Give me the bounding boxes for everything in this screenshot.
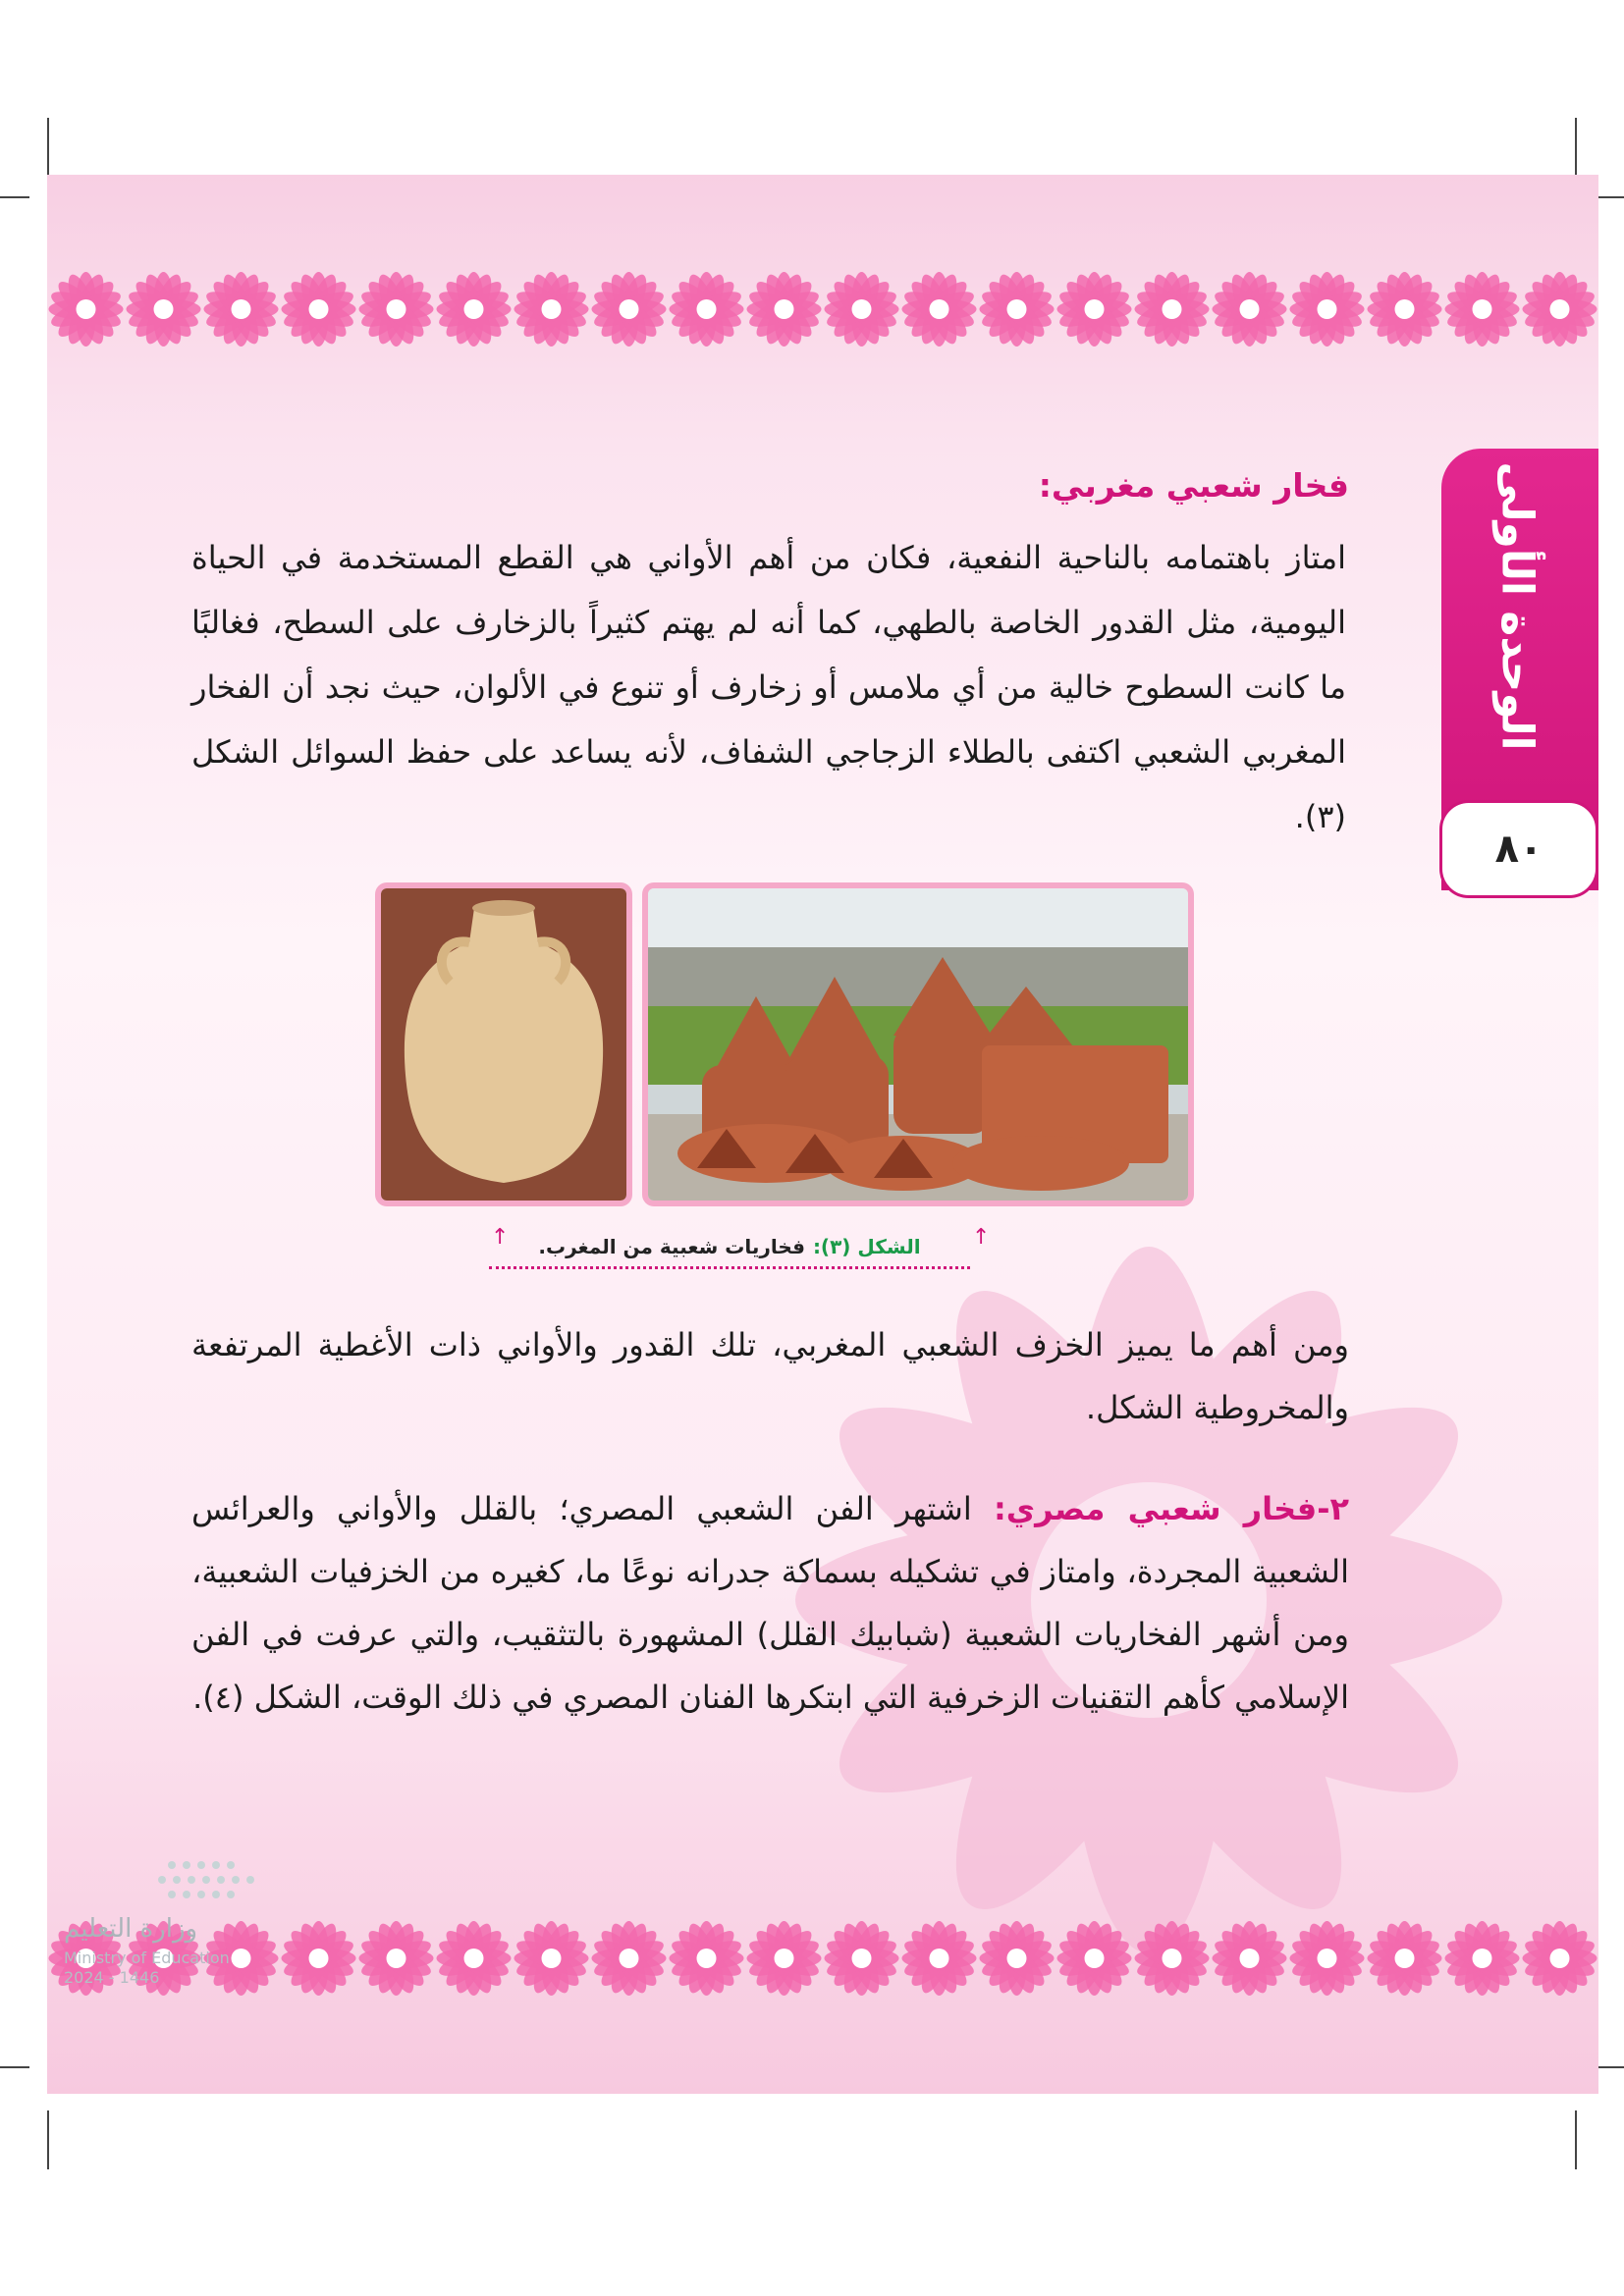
- flower-icon: [435, 271, 513, 348]
- flower-icon: [202, 271, 280, 348]
- flower-icon: [435, 1920, 513, 1998]
- flower-icon: [1056, 271, 1133, 348]
- flower-border-top: [47, 250, 1598, 368]
- unit-title: الوحدة الأولى: [1491, 460, 1543, 751]
- flower-icon: [357, 271, 435, 348]
- flower-icon: [513, 271, 590, 348]
- flower-icon: [745, 1920, 823, 1998]
- flower-icon: [1288, 271, 1366, 348]
- flower-icon: [125, 271, 202, 348]
- flower-icon: [1288, 1920, 1366, 1998]
- arrow-up-icon: ↑: [972, 1225, 991, 1250]
- flower-icon: [280, 271, 357, 348]
- flower-icon: [1443, 271, 1521, 348]
- flower-icon: [1521, 1920, 1598, 1998]
- flower-icon: [823, 271, 900, 348]
- flower-icon: [1056, 1920, 1133, 1998]
- figure-caption: [489, 1227, 970, 1269]
- flower-icon: [978, 1920, 1056, 1998]
- paragraph-1: امتاز باهتمامه بالناحية النفعية، فكان من أهم الأواني هي القطع المستخدمة في الحياة اليومية، مثل القدور الخاصة بالطهي، كما أنه لم يهتم كثيراً بالزخارف على السطح، فغالبًا ما كانت السطوح خالية من أي ملامس أو زخارف أو تنوع في الألوان، حيث نجد أن الفخار المغربي الشعبي اكتفى بالطلاء الزجاجي الشفاف، لأنه يساعد على حفظ السوائل الشكل (٣).: [191, 539, 1346, 835]
- flower-icon: [745, 271, 823, 348]
- flower-icon: [1366, 1920, 1443, 1998]
- flower-icon: [590, 271, 668, 348]
- photo-clay-jar: [381, 888, 626, 1201]
- watermark-year: 2024 - 1446: [64, 1968, 160, 1987]
- ministry-name-en: Ministry of Education: [64, 1949, 230, 1967]
- crop-mark: [0, 196, 29, 198]
- flower-icon: [590, 1920, 668, 1998]
- crop-mark: [1575, 118, 1577, 177]
- paragraph-2: ومن أهم ما يميز الخزف الشعبي المغربي، تلك القدور والأواني ذات الأغطية المرتفعة والمخروطية الشكل.: [191, 1326, 1349, 1426]
- flower-icon: [1211, 271, 1288, 348]
- flower-icon: [513, 1920, 590, 1998]
- flower-icon: [823, 1920, 900, 1998]
- page-number: ٨٠: [1494, 827, 1543, 872]
- flower-icon: [1211, 1920, 1288, 1998]
- flower-icon: [47, 271, 125, 348]
- arrow-up-icon: ↑: [491, 1225, 510, 1250]
- flower-icon: [1133, 1920, 1211, 1998]
- ministry-logo: [64, 1845, 319, 2042]
- flower-icon: [1133, 271, 1211, 348]
- photo-pottery-market: [648, 888, 1188, 1201]
- item-2-text: اشتهر الفن الشعبي المصري؛ بالقلل والأواني والعرائس الشعبية المجردة، وامتاز في تشكيله بسماكة جدرانه نوعًا ما، كغيره من الخزفيات الشعبية، ومن أشهر الفخاريات الشعبية (شبابيك القلل) المشهورة بالتثقيب، والتي عرفت في الفن الإسلامي كأهم التقنيات الزخرفية التي ابتكرها الفنان المصري في ذلك الوقت، الشكل (٤).: [191, 1490, 1349, 1716]
- caption-text: فخاريات شعبية من المغرب.: [538, 1235, 805, 1258]
- flower-icon: [978, 271, 1056, 348]
- crop-mark: [47, 118, 49, 177]
- crop-mark: [1595, 196, 1624, 198]
- item-2-lead: ٢-فخار شعبي مصري:: [994, 1490, 1350, 1527]
- crop-mark: [47, 2110, 49, 2169]
- flower-icon: [1443, 1920, 1521, 1998]
- flower-icon: [668, 1920, 745, 1998]
- caption-label: الشكل (٣):: [812, 1235, 921, 1258]
- flower-icon: [900, 271, 978, 348]
- section-heading: فخار شعبي مغربي:: [1038, 466, 1349, 505]
- crop-mark: [1595, 2066, 1624, 2068]
- flower-icon: [668, 271, 745, 348]
- flower-icon: [900, 1920, 978, 1998]
- flower-icon: [1521, 271, 1598, 348]
- paragraph-3: [191, 1477, 1349, 1729]
- crop-mark: [1575, 2110, 1577, 2169]
- crop-mark: [0, 2066, 29, 2068]
- flower-icon: [1366, 271, 1443, 348]
- page-number-box: [1439, 800, 1598, 898]
- ministry-name-ar: وزارة التعليم: [64, 1914, 198, 1944]
- flower-icon: [357, 1920, 435, 1998]
